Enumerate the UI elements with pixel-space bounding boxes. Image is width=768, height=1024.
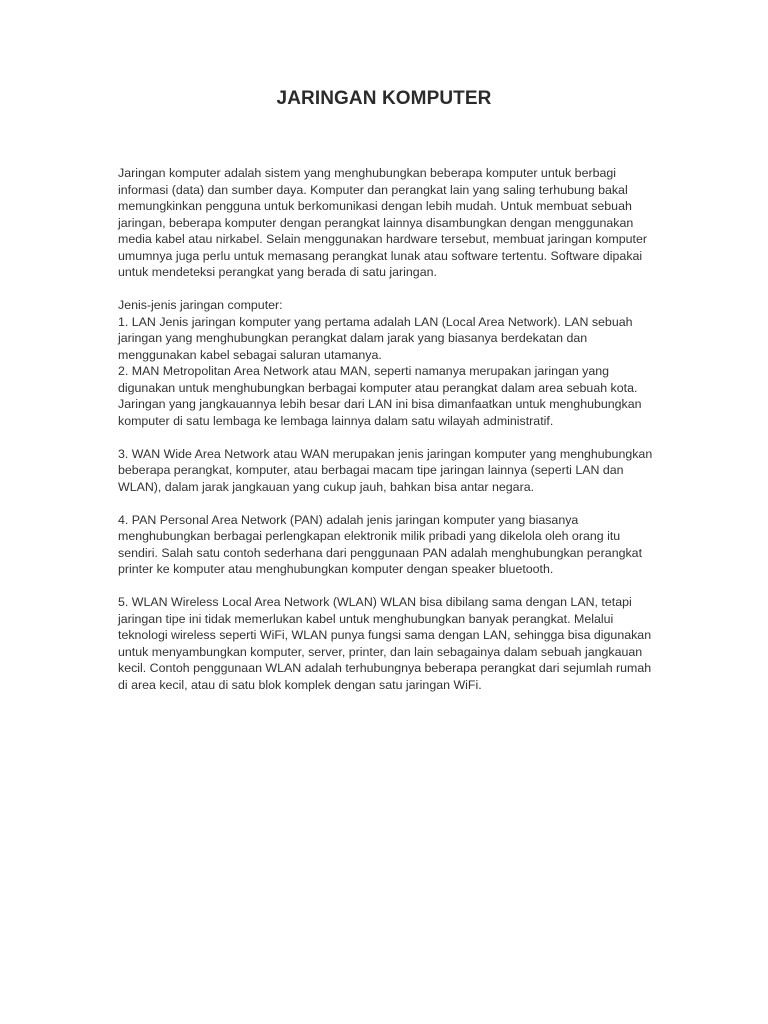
list-item-lan: 1. LAN Jenis jaringan komputer yang pertama adalah LAN (Local Area Network). LAN sebuah jaringan yang menghubungkan perangkat dalam jarak yang biasanya berdekatan dan menggunakan kabel sebagai saluran utamanya. <box>118 314 633 362</box>
list-item-man: 2. MAN Metropolitan Area Network atau MAN, seperti namanya merupakan jaringan yang digunakan untuk menghubungkan berbagai komputer atau perangkat dalam area sebuah kota. Jaringan yang jangkauannya lebih besar dari LAN ini bisa dimanfaatkan untuk menghubungkan komputer di satu lembaga ke lembaga lainnya dalam satu wilayah administratif. <box>118 364 642 428</box>
list-item-pan: 4. PAN Personal Area Network (PAN) adalah jenis jaringan komputer yang biasanya menghubungkan berbagai perlengkapan elektronik milik pribadi yang dikelola oleh orang itu sendiri. Salah satu contoh sederhana dari penggunaan PAN adalah menghubungkan perangkat printer ke komputer atau menghubungkan komputer dengan speaker bluetooth. <box>118 512 643 576</box>
list-item-wlan: 5. WLAN Wireless Local Area Network (WLAN) WLAN bisa dibilang sama dengan LAN, tetapi jaringan tipe ini tidak memerlukan kabel untuk menghubungkan banyak perangkat. Melalui teknologi wireless seperti WiFi, WLAN punya fungsi sama dengan LAN, sehingga bisa digunakan untuk menyambungkan komputer, server, printer, dan lain sebagainya dalam sebuah jangkauan kecil. Contoh penggunaan WLAN adalah terhubungnya beberapa perangkat dari sejumlah rumah di area kecil, atau di satu blok komplek dengan satu jaringan WiFi. <box>118 595 652 692</box>
paragraph-spacer <box>118 429 658 446</box>
paragraph-spacer <box>118 281 658 298</box>
list-item-wan: 3. WAN Wide Area Network atau WAN merupakan jenis jaringan komputer yang menghubungkan beberapa perangkat, komputer, atau berbagai macam tipe jaringan lainnya (seperti LAN dan WLAN), dalam jarak jangkauan yang cukup jauh, bahkan bisa antar negara. <box>118 446 653 494</box>
intro-paragraph: Jaringan komputer adalah sistem yang menghubungkan beberapa komputer untuk berbagi informasi (data) dan sumber daya. Komputer dan perangkat lain yang saling terhubung bakal memungkinkan pengguna untuk berkomunikasi dengan lebih mudah. Untuk membuat sebuah jaringan, beberapa komputer dengan perangkat lainnya disambungkan dengan menggunakan media kabel atau nirkabel. Selain menggunakan hardware tersebut, membuat jaringan komputer umumnya juga perlu untuk memasang perangkat lunak atau software tertentu. Software dipakai untuk mendeteksi perangkat yang berada di satu jaringan. <box>118 166 647 279</box>
document-body <box>118 165 658 693</box>
paragraph-spacer <box>118 495 658 512</box>
paragraph-spacer <box>118 578 658 595</box>
document-title: JARINGAN KOMPUTER <box>276 88 492 109</box>
list-heading: Jenis-jenis jaringan computer: <box>118 298 283 312</box>
